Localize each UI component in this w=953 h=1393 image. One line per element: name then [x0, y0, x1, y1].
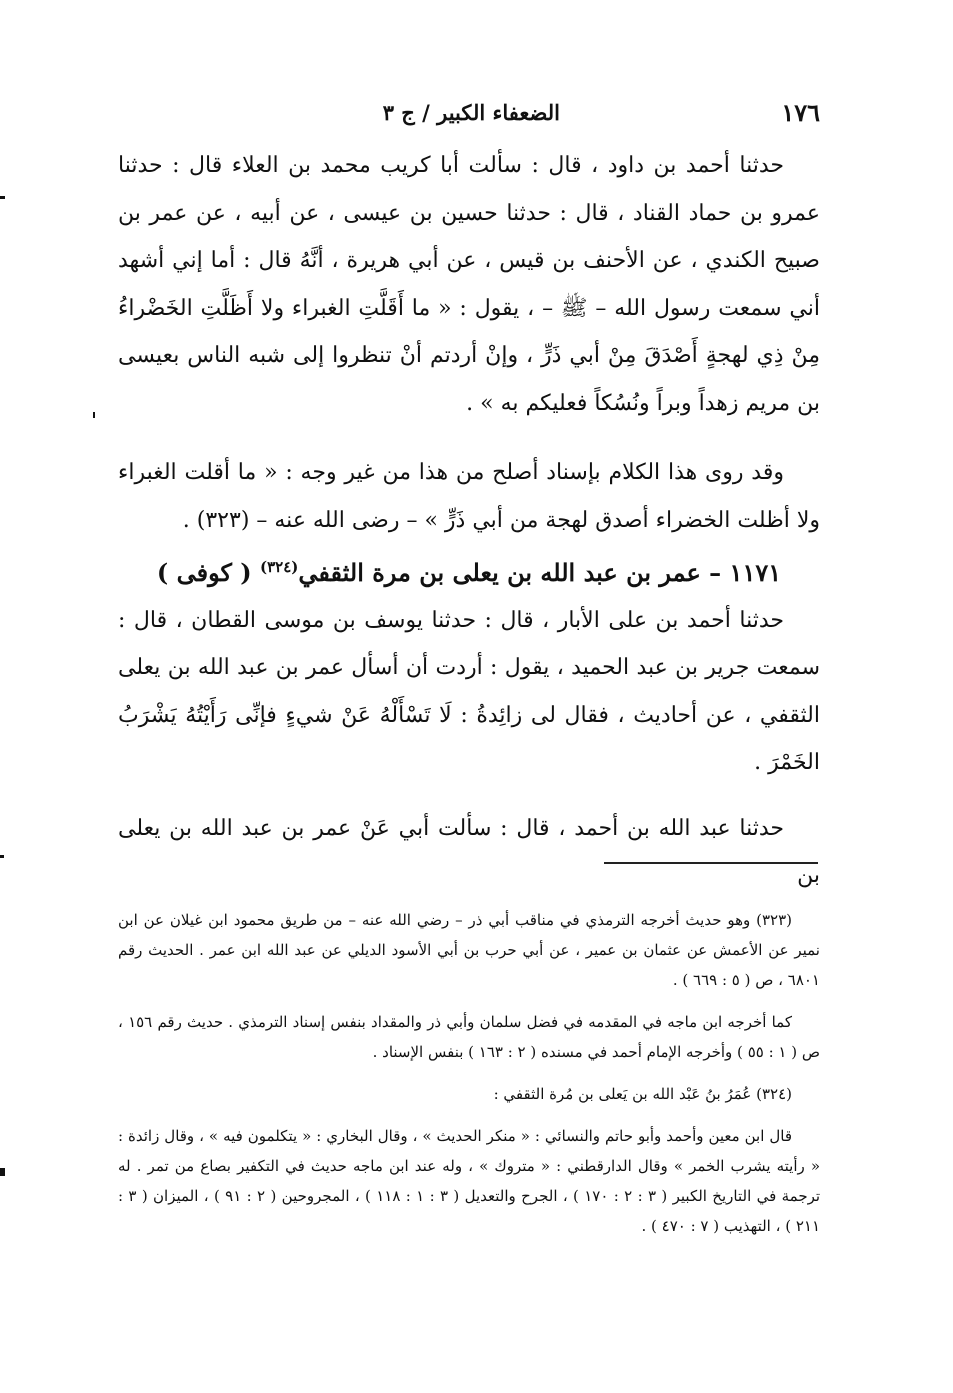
footnote-separator	[604, 862, 818, 864]
page-number: ١٧٦	[781, 98, 820, 127]
entry-heading	[118, 544, 820, 597]
paragraph-4: حدثنا عبد الله بن أحمد ، قال : سألت أبي عَنْ عمر بن عبد الله بن يعلى بن	[118, 815, 820, 888]
footnote-323-continued: كما أخرجه ابن ماجه في المقدمه في فضل سلمان وأبي ذر والمقداد بنفس إسناد الترمذي . حديث رقم ١٥٦ ، ص ( ١ : ٥٥ ) وأخرجه الإمام أحمد في مسنده ( ٢ : ١٦٣ ) بنفس الإسناد .	[118, 1013, 820, 1061]
footnote-324-title: (٣٢٤) عُمَرُ بنُ عَبْد الله بن يَعلى بن مُرة الثقفي :	[493, 1085, 792, 1103]
scan-mark	[93, 412, 95, 418]
scan-mark	[0, 855, 4, 858]
running-title: الضعفاء الكبير / ج ٣	[382, 100, 560, 125]
entry-heading-tag: ( كوفى )	[156, 558, 252, 587]
paragraph-2: وقد روى هذا الكلام بإسناد أصلح من هذا من غير وجه : « ما أقلت الغبراء ولا أظلت الخضراء أصدق لهجة من أبي ذَرٍّ » – رضى الله عنه – (٣٢٣) .	[118, 460, 820, 533]
footnote-323: (٣٢٣) وهو حديث أخرجه الترمذي في مناقب أبي ذر – رضي الله عنه – من طريق محمود ابن غيلان عن ابن نمير عن الأعمش عن عثمان بن عمير ، عن أبي حرب بن أبي الأسود الديلي عن عبد الله ابن عمر . الحديث رقم ٦٨٠١ ، ص ( ٥ : ٦٦٩ ) .	[118, 911, 820, 989]
scan-mark	[0, 1168, 5, 1176]
entry-heading-footnote-ref: (٣٢٤)	[259, 558, 299, 576]
main-text	[118, 142, 820, 900]
paragraph-3: حدثنا أحمد بن على الأبار ، قال : حدثنا يوسف بن موسى القطان ، قال : سمعت جرير بن عبد الحميد ، يقول : أردت أن أسأل عمر بن عبد الله بن يعلى الثقفي ، عن أحاديث ، فقال لى زائِدةُ : لَا تَسْأَلْهُ عَنْ شيءٍ فإنِّى رَأَيْتُهُ يَشْرَبُ الخَمْرَ .	[118, 607, 820, 775]
page-header	[120, 98, 820, 138]
scan-mark	[0, 196, 5, 199]
footnotes	[118, 905, 820, 1253]
footnote-324-body: قال ابن معين وأحمد وأبو حاتم والنسائي : « منكر الحديث » ، وقال البخاري : « يتكلمون فيه » ، وقال زائدة : « رأيته يشرب الخمر » وقال الدارقطني : « متروك » ، وله عند ابن ماجه حديث في التكفير بصاع من تمر . له ترجمة في التاريخ الكبير ( ٣ : ٢ : ١٧٠ ) ، الجرح والتعديل ( ٣ : ١ : ١١٨ ) ، المجروحين ( ٢ : ٩١ ) ، الميزان ( ٣ : ٢١١ ) ، التهذيب ( ٧ : ٤٧٠ ) .	[118, 1127, 821, 1235]
entry-heading-title: ١١٧١ – عمر بن عبد الله بن يعلى بن مرة الثقفي	[298, 558, 782, 587]
paragraph-1: حدثنا أحمد بن داود ، قال : سألت أبا كريب محمد بن العلاء قال : حدثنا عمرو بن حماد القناد ، قال : حدثنا حسين بن عيسى ، عن أبيه ، عن عمر بن صبيح الكندي ، عن الأحنف بن قيس ، عن أبي هريرة ، أنَّهُ قال : أما إني أشهد أني سمعت رسول الله – ﷺ – ، يقول : « ما أَقَلَّتِ الغبراء ولا أَظَلَّتِ الخَضْراءُ مِنْ ذِي لهجةٍ أَصْدَقَ مِنْ أبي ذَرٍّ ، وإنْ أردتم أنْ تنظروا إلى شبه الناس بعيسى بن مريم زهداً وبراً ونُسُكاً فعليكم به » .	[118, 153, 820, 416]
